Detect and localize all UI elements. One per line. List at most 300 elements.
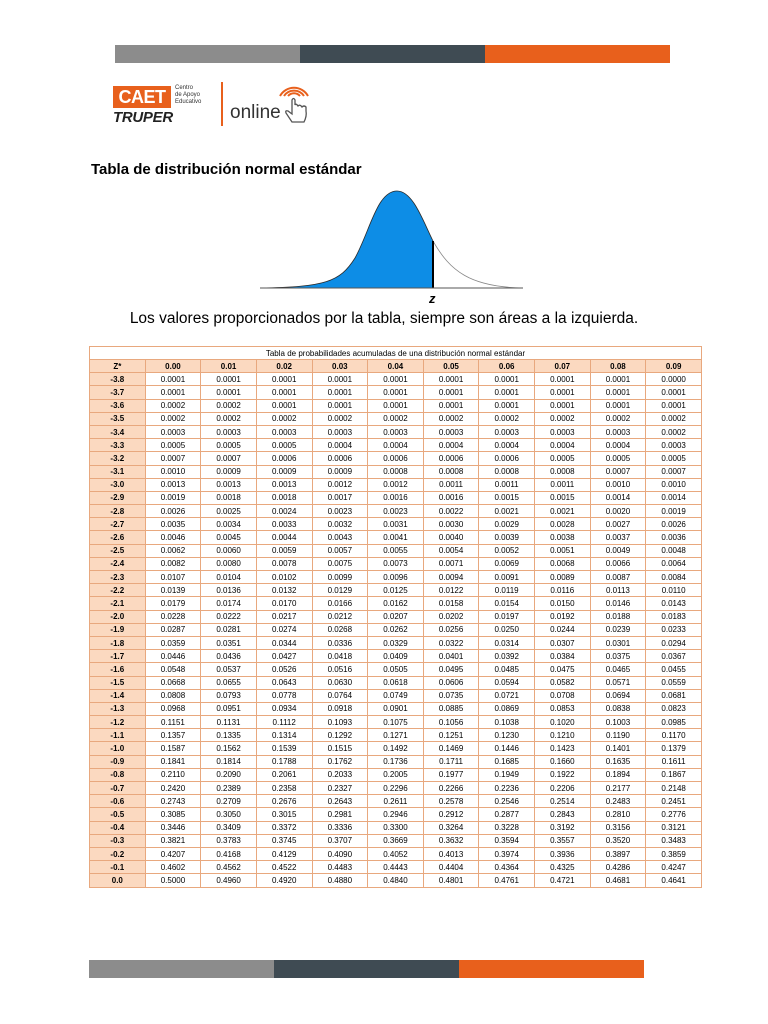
probability-cell: 0.3669 — [368, 834, 424, 847]
probability-cell: 0.1401 — [590, 742, 646, 755]
probability-cell: 0.0003 — [145, 425, 201, 438]
bar-gray — [115, 45, 300, 63]
table-row — [90, 847, 702, 860]
table-row — [90, 676, 702, 689]
z-value-cell: -1.9 — [90, 623, 146, 636]
probability-cell: 0.0001 — [646, 399, 702, 412]
probability-cell: 0.3936 — [535, 847, 591, 860]
probability-cell: 0.3156 — [590, 821, 646, 834]
probability-cell: 0.1251 — [423, 729, 479, 742]
probability-cell: 0.0001 — [590, 399, 646, 412]
table-row — [90, 386, 702, 399]
table-row — [90, 557, 702, 570]
probability-cell: 0.1515 — [312, 742, 368, 755]
probability-cell: 0.0048 — [646, 544, 702, 557]
table-row — [90, 689, 702, 702]
probability-cell: 0.0018 — [201, 491, 257, 504]
probability-cell: 0.0375 — [590, 650, 646, 663]
probability-cell: 0.0336 — [312, 636, 368, 649]
probability-cell: 0.1292 — [312, 729, 368, 742]
probability-cell: 0.1003 — [590, 716, 646, 729]
probability-cell: 0.0096 — [368, 571, 424, 584]
z-value-cell: -1.5 — [90, 676, 146, 689]
probability-cell: 0.3446 — [145, 821, 201, 834]
z-value-cell: -1.1 — [90, 729, 146, 742]
column-header: 0.08 — [590, 360, 646, 373]
probability-cell: 0.0174 — [201, 597, 257, 610]
probability-cell: 0.0004 — [590, 439, 646, 452]
z-value-cell: -2.4 — [90, 557, 146, 570]
probability-cell: 0.0059 — [256, 544, 312, 557]
probability-cell: 0.0793 — [201, 689, 257, 702]
probability-cell: 0.1423 — [535, 742, 591, 755]
probability-cell: 0.0708 — [535, 689, 591, 702]
probability-cell: 0.3745 — [256, 834, 312, 847]
probability-cell: 0.4483 — [312, 861, 368, 874]
probability-cell: 0.0139 — [145, 584, 201, 597]
probability-cell: 0.1314 — [256, 729, 312, 742]
probability-cell: 0.0049 — [590, 544, 646, 557]
probability-cell: 0.0062 — [145, 544, 201, 557]
table-row — [90, 491, 702, 504]
probability-cell: 0.1685 — [479, 755, 535, 768]
probability-cell: 0.3264 — [423, 821, 479, 834]
probability-cell: 0.0351 — [201, 636, 257, 649]
probability-cell: 0.0571 — [590, 676, 646, 689]
bar-orange — [459, 960, 644, 978]
column-header: 0.04 — [368, 360, 424, 373]
probability-cell: 0.0007 — [201, 452, 257, 465]
probability-cell: 0.0158 — [423, 597, 479, 610]
probability-cell: 0.1660 — [535, 755, 591, 768]
probability-cell: 0.4207 — [145, 847, 201, 860]
z-value-cell: -3.6 — [90, 399, 146, 412]
probability-cell: 0.0003 — [646, 439, 702, 452]
probability-cell: 0.0015 — [479, 491, 535, 504]
probability-cell: 0.0008 — [535, 465, 591, 478]
probability-cell: 0.0170 — [256, 597, 312, 610]
probability-cell: 0.1977 — [423, 768, 479, 781]
probability-cell: 0.0002 — [646, 412, 702, 425]
probability-cell: 0.1020 — [535, 716, 591, 729]
table-row — [90, 742, 702, 755]
probability-cell: 0.0526 — [256, 663, 312, 676]
z-value-cell: -0.6 — [90, 795, 146, 808]
table-row — [90, 531, 702, 544]
probability-cell: 0.0162 — [368, 597, 424, 610]
probability-cell: 0.0002 — [368, 412, 424, 425]
probability-cell: 0.0418 — [312, 650, 368, 663]
probability-cell: 0.0154 — [479, 597, 535, 610]
probability-cell: 0.1736 — [368, 755, 424, 768]
probability-cell: 0.0003 — [256, 425, 312, 438]
probability-cell: 0.0027 — [590, 518, 646, 531]
probability-cell: 0.0054 — [423, 544, 479, 557]
probability-cell: 0.0455 — [646, 663, 702, 676]
probability-cell: 0.1038 — [479, 716, 535, 729]
probability-cell: 0.3015 — [256, 808, 312, 821]
probability-cell: 0.3707 — [312, 834, 368, 847]
probability-cell: 0.1635 — [590, 755, 646, 768]
probability-cell: 0.0003 — [535, 425, 591, 438]
probability-cell: 0.2451 — [646, 795, 702, 808]
probability-cell: 0.0082 — [145, 557, 201, 570]
probability-cell: 0.2578 — [423, 795, 479, 808]
probability-cell: 0.0000 — [646, 373, 702, 386]
caet-truper-logo — [113, 80, 323, 130]
probability-cell: 0.1611 — [646, 755, 702, 768]
probability-cell: 0.0436 — [201, 650, 257, 663]
probability-cell: 0.0968 — [145, 702, 201, 715]
probability-cell: 0.0823 — [646, 702, 702, 715]
probability-cell: 0.0007 — [590, 465, 646, 478]
probability-cell: 0.3859 — [646, 847, 702, 860]
probability-cell: 0.0002 — [145, 399, 201, 412]
probability-cell: 0.0013 — [145, 478, 201, 491]
probability-cell: 0.1841 — [145, 755, 201, 768]
probability-cell: 0.0001 — [479, 399, 535, 412]
probability-cell: 0.0516 — [312, 663, 368, 676]
z-value-cell: -3.4 — [90, 425, 146, 438]
probability-cell: 0.0001 — [368, 386, 424, 399]
probability-cell: 0.0104 — [201, 571, 257, 584]
probability-cell: 0.2912 — [423, 808, 479, 821]
probability-cell: 0.0080 — [201, 557, 257, 570]
z-value-cell: -0.3 — [90, 834, 146, 847]
probability-cell: 0.0207 — [368, 610, 424, 623]
probability-cell: 0.0001 — [201, 386, 257, 399]
probability-cell: 0.0014 — [590, 491, 646, 504]
probability-cell: 0.4562 — [201, 861, 257, 874]
probability-cell: 0.0495 — [423, 663, 479, 676]
probability-cell: 0.0003 — [201, 425, 257, 438]
probability-cell: 0.0002 — [423, 412, 479, 425]
probability-cell: 0.0018 — [256, 491, 312, 504]
probability-cell: 0.0008 — [423, 465, 479, 478]
column-header: 0.02 — [256, 360, 312, 373]
probability-cell: 0.0344 — [256, 636, 312, 649]
probability-cell: 0.4325 — [535, 861, 591, 874]
probability-cell: 0.0166 — [312, 597, 368, 610]
probability-cell: 0.0002 — [312, 412, 368, 425]
truper-mark: TRUPER — [113, 109, 173, 126]
probability-cell: 0.2981 — [312, 808, 368, 821]
probability-cell: 0.0003 — [312, 425, 368, 438]
z-value-cell: -1.3 — [90, 702, 146, 715]
probability-cell: 0.0475 — [535, 663, 591, 676]
z-value-cell: -0.4 — [90, 821, 146, 834]
probability-cell: 0.4443 — [368, 861, 424, 874]
table-row — [90, 729, 702, 742]
probability-cell: 0.0885 — [423, 702, 479, 715]
probability-cell: 0.0001 — [256, 399, 312, 412]
column-header: 0.07 — [535, 360, 591, 373]
probability-cell: 0.0002 — [145, 412, 201, 425]
table-row — [90, 505, 702, 518]
probability-cell: 0.0036 — [646, 531, 702, 544]
probability-cell: 0.0268 — [312, 623, 368, 636]
z-value-cell: -3.2 — [90, 452, 146, 465]
probability-cell: 0.0066 — [590, 557, 646, 570]
z-value-cell: -2.5 — [90, 544, 146, 557]
probability-cell: 0.0071 — [423, 557, 479, 570]
z-value-cell: -1.2 — [90, 716, 146, 729]
probability-cell: 0.1112 — [256, 716, 312, 729]
probability-cell: 0.0089 — [535, 571, 591, 584]
probability-cell: 0.0009 — [256, 465, 312, 478]
probability-cell: 0.0630 — [312, 676, 368, 689]
probability-cell: 0.0808 — [145, 689, 201, 702]
probability-cell: 0.0038 — [535, 531, 591, 544]
probability-cell: 0.4602 — [145, 861, 201, 874]
probability-cell: 0.0021 — [535, 505, 591, 518]
probability-cell: 0.0869 — [479, 702, 535, 715]
probability-cell: 0.3897 — [590, 847, 646, 860]
probability-cell: 0.3300 — [368, 821, 424, 834]
probability-cell: 0.4920 — [256, 874, 312, 887]
probability-cell: 0.0002 — [590, 412, 646, 425]
probability-cell: 0.2709 — [201, 795, 257, 808]
probability-cell: 0.0485 — [479, 663, 535, 676]
probability-cell: 0.4801 — [423, 874, 479, 887]
probability-cell: 0.0119 — [479, 584, 535, 597]
probability-cell: 0.0655 — [201, 676, 257, 689]
z-value-cell: -2.9 — [90, 491, 146, 504]
probability-cell: 0.0001 — [479, 373, 535, 386]
probability-cell: 0.0035 — [145, 518, 201, 531]
probability-cell: 0.0026 — [145, 505, 201, 518]
probability-cell: 0.1949 — [479, 768, 535, 781]
probability-cell: 0.0239 — [590, 623, 646, 636]
probability-cell: 0.0001 — [590, 373, 646, 386]
probability-cell: 0.1562 — [201, 742, 257, 755]
probability-cell: 0.3974 — [479, 847, 535, 860]
probability-cell: 0.0001 — [535, 373, 591, 386]
probability-cell: 0.0006 — [479, 452, 535, 465]
probability-cell: 0.0985 — [646, 716, 702, 729]
probability-cell: 0.2177 — [590, 782, 646, 795]
table-row — [90, 478, 702, 491]
probability-cell: 0.0116 — [535, 584, 591, 597]
probability-cell: 0.0029 — [479, 518, 535, 531]
probability-cell: 0.1587 — [145, 742, 201, 755]
probability-cell: 0.0019 — [646, 505, 702, 518]
probability-cell: 0.0001 — [145, 386, 201, 399]
probability-cell: 0.0015 — [535, 491, 591, 504]
probability-cell: 0.0052 — [479, 544, 535, 557]
probability-cell: 0.2090 — [201, 768, 257, 781]
probability-cell: 0.0233 — [646, 623, 702, 636]
probability-cell: 0.0006 — [423, 452, 479, 465]
probability-cell: 0.0681 — [646, 689, 702, 702]
probability-cell: 0.0011 — [535, 478, 591, 491]
probability-cell: 0.2810 — [590, 808, 646, 821]
z-value-cell: 0.0 — [90, 874, 146, 887]
probability-cell: 0.1379 — [646, 742, 702, 755]
z-value-cell: -2.6 — [90, 531, 146, 544]
probability-cell: 0.0274 — [256, 623, 312, 636]
probability-cell: 0.1492 — [368, 742, 424, 755]
z-value-cell: -2.8 — [90, 505, 146, 518]
column-header: 0.09 — [646, 360, 702, 373]
probability-cell: 0.5000 — [145, 874, 201, 887]
probability-cell: 0.0009 — [312, 465, 368, 478]
probability-cell: 0.2148 — [646, 782, 702, 795]
probability-cell: 0.0002 — [535, 412, 591, 425]
probability-cell: 0.0212 — [312, 610, 368, 623]
probability-cell: 0.0007 — [145, 452, 201, 465]
probability-cell: 0.0006 — [368, 452, 424, 465]
probability-cell: 0.0005 — [590, 452, 646, 465]
table-row — [90, 663, 702, 676]
probability-cell: 0.2358 — [256, 782, 312, 795]
probability-cell: 0.4960 — [201, 874, 257, 887]
probability-cell: 0.1335 — [201, 729, 257, 742]
table-row — [90, 425, 702, 438]
probability-cell: 0.1469 — [423, 742, 479, 755]
probability-cell: 0.0078 — [256, 557, 312, 570]
probability-cell: 0.1788 — [256, 755, 312, 768]
probability-cell: 0.0122 — [423, 584, 479, 597]
probability-cell: 0.0606 — [423, 676, 479, 689]
probability-cell: 0.2296 — [368, 782, 424, 795]
probability-cell: 0.0192 — [535, 610, 591, 623]
z-value-cell: -0.2 — [90, 847, 146, 860]
probability-cell: 0.3783 — [201, 834, 257, 847]
column-header: 0.05 — [423, 360, 479, 373]
probability-cell: 0.0010 — [590, 478, 646, 491]
probability-cell: 0.4247 — [646, 861, 702, 874]
probability-cell: 0.0002 — [479, 412, 535, 425]
probability-cell: 0.0001 — [479, 386, 535, 399]
probability-cell: 0.0721 — [479, 689, 535, 702]
z-column-header: Z* — [90, 360, 146, 373]
probability-cell: 0.2946 — [368, 808, 424, 821]
probability-cell: 0.2546 — [479, 795, 535, 808]
probability-cell: 0.0005 — [646, 452, 702, 465]
probability-cell: 0.3520 — [590, 834, 646, 847]
table-row — [90, 874, 702, 887]
probability-cell: 0.0019 — [145, 491, 201, 504]
probability-cell: 0.1056 — [423, 716, 479, 729]
z-value-cell: -3.5 — [90, 412, 146, 425]
probability-cell: 0.3557 — [535, 834, 591, 847]
probability-cell: 0.1922 — [535, 768, 591, 781]
probability-cell: 0.0256 — [423, 623, 479, 636]
probability-cell: 0.0643 — [256, 676, 312, 689]
probability-cell: 0.0028 — [535, 518, 591, 531]
probability-cell: 0.0001 — [256, 386, 312, 399]
probability-cell: 0.0314 — [479, 636, 535, 649]
probability-cell: 0.3632 — [423, 834, 479, 847]
probability-cell: 0.4404 — [423, 861, 479, 874]
probability-cell: 0.0010 — [145, 465, 201, 478]
probability-cell: 0.0505 — [368, 663, 424, 676]
probability-cell: 0.2033 — [312, 768, 368, 781]
table-row — [90, 636, 702, 649]
table-row — [90, 452, 702, 465]
probability-cell: 0.1762 — [312, 755, 368, 768]
z-value-cell: -0.7 — [90, 782, 146, 795]
probability-cell: 0.2389 — [201, 782, 257, 795]
probability-cell: 0.0301 — [590, 636, 646, 649]
probability-cell: 0.0023 — [368, 505, 424, 518]
probability-cell: 0.0024 — [256, 505, 312, 518]
curve-left-area — [260, 191, 433, 288]
probability-cell: 0.1711 — [423, 755, 479, 768]
table-row — [90, 861, 702, 874]
probability-cell: 0.0838 — [590, 702, 646, 715]
probability-cell: 0.0129 — [312, 584, 368, 597]
probability-cell: 0.0001 — [423, 399, 479, 412]
probability-cell: 0.0582 — [535, 676, 591, 689]
probability-cell: 0.0294 — [646, 636, 702, 649]
probability-cell: 0.0228 — [145, 610, 201, 623]
z-value-cell: -2.0 — [90, 610, 146, 623]
probability-cell: 0.0069 — [479, 557, 535, 570]
probability-cell: 0.0401 — [423, 650, 479, 663]
probability-cell: 0.2843 — [535, 808, 591, 821]
probability-cell: 0.0013 — [256, 478, 312, 491]
probability-cell: 0.0045 — [201, 531, 257, 544]
probability-cell: 0.0008 — [368, 465, 424, 478]
probability-cell: 0.0034 — [201, 518, 257, 531]
probability-cell: 0.3372 — [256, 821, 312, 834]
probability-cell: 0.0001 — [368, 373, 424, 386]
table-row — [90, 373, 702, 386]
table-row — [90, 610, 702, 623]
probability-cell: 0.4286 — [590, 861, 646, 874]
probability-cell: 0.0032 — [312, 518, 368, 531]
probability-cell: 0.0073 — [368, 557, 424, 570]
bar-dark — [274, 960, 459, 978]
z-value-cell: -3.8 — [90, 373, 146, 386]
probability-cell: 0.0084 — [646, 571, 702, 584]
probability-cell: 0.4364 — [479, 861, 535, 874]
probability-cell: 0.0001 — [312, 399, 368, 412]
probability-cell: 0.0004 — [479, 439, 535, 452]
probability-cell: 0.1539 — [256, 742, 312, 755]
probability-cell: 0.0146 — [590, 597, 646, 610]
probability-cell: 0.2611 — [368, 795, 424, 808]
probability-cell: 0.0668 — [145, 676, 201, 689]
probability-cell: 0.1131 — [201, 716, 257, 729]
probability-cell: 0.0918 — [312, 702, 368, 715]
probability-cell: 0.4681 — [590, 874, 646, 887]
probability-cell: 0.0004 — [535, 439, 591, 452]
probability-cell: 0.0003 — [590, 425, 646, 438]
probability-cell: 0.1210 — [535, 729, 591, 742]
probability-cell: 0.0150 — [535, 597, 591, 610]
column-header: 0.06 — [479, 360, 535, 373]
probability-cell: 0.0013 — [201, 478, 257, 491]
probability-cell: 0.0023 — [312, 505, 368, 518]
table-row — [90, 571, 702, 584]
column-header: 0.03 — [312, 360, 368, 373]
probability-cell: 0.0008 — [479, 465, 535, 478]
probability-cell: 0.0005 — [256, 439, 312, 452]
probability-cell: 0.0001 — [423, 386, 479, 399]
probability-cell: 0.0537 — [201, 663, 257, 676]
probability-cell: 0.0002 — [201, 399, 257, 412]
probability-cell: 0.2483 — [590, 795, 646, 808]
table-row — [90, 768, 702, 781]
probability-cell: 0.0011 — [423, 478, 479, 491]
z-value-cell: -2.3 — [90, 571, 146, 584]
z-value-cell: -0.5 — [90, 808, 146, 821]
probability-cell: 0.4880 — [312, 874, 368, 887]
probability-cell: 0.1867 — [646, 768, 702, 781]
